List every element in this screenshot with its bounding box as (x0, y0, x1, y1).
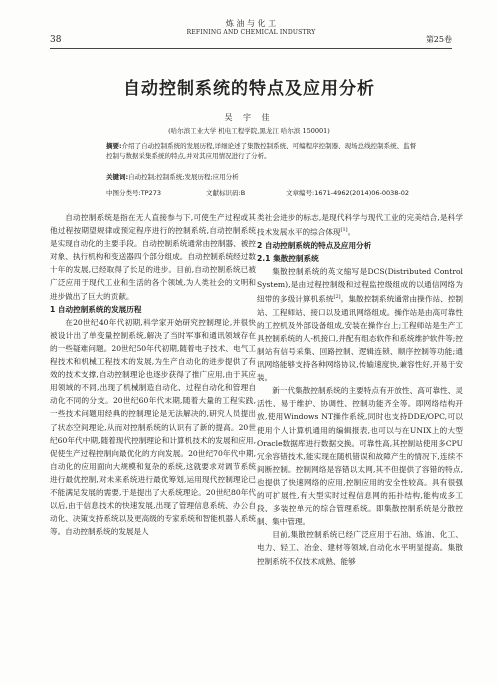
running-header (50, 18, 452, 49)
continued-text: 类社会进步的标志,是现代科学与现代工业的完美结合,是科学技术发展水平的综合体现 (257, 213, 463, 237)
dcs-text-a: 集散控制系统的英文缩写是DCS(Distributed Control System),是由过程控制级和过程监控级组成的以通信网络为纽带的多级计算机系统 (257, 266, 463, 304)
document-code: 文献标识码:B (206, 189, 246, 197)
right-column (257, 211, 463, 568)
dcs-definition-paragraph (257, 265, 463, 384)
keywords-text: 自动控制;控制系统;发展历程;应用分析 (128, 173, 239, 181)
citation-1: [1] (340, 227, 348, 234)
author-affiliation: (哈尔滨工业大学 机电工程学院,黑龙江 哈尔滨 150001) (168, 127, 330, 135)
clc-number: 中图分类号:TP273 (106, 189, 161, 197)
keywords-label: 关键词: (106, 173, 129, 181)
journal-name-en: REFINING AND CHEMICAL INDUSTRY (186, 29, 316, 36)
section-heading-2: 2 自动控制系统的特点及应用分析 (257, 240, 372, 250)
journal-name-cn: 炼 油 与 化 工 (225, 19, 277, 28)
abstract-text: 介绍了自动控制系统的发展历程,详细论述了集散控制系统、可编程序控制器、现场总线控制系统、监督控制与数据采集系统的特点,并对其应用情况进行了分析。 (106, 142, 417, 160)
article-title: 自动控制系统的特点及应用分析 (123, 79, 375, 99)
dcs-applications-paragraph: 目前,集散控制系统已经广泛应用于石油、炼油、化工、电力、轻工、冶金、建材等领域,自动化水平明显提高。集散控制系统不仅技术成熟、能够 (257, 530, 463, 566)
left-column (50, 211, 256, 538)
dcs-text-b: 。集散控制系统通常由操作站、控制站、工程师站、接口以及通讯网络组成。操作站是由高可靠性的工控机及外部设备组成,安装在操作台上;工程师站是生产工具控制系统的人-机接口,并配有组态软件和系统维护软件等;控制站有信号采集、回路控制、逻辑连锁、顺序控制等功能;通讯网络能够支持各种网络协议,传输速度快,兼容性好,开易于安装。 (257, 294, 464, 383)
dcs-features-paragraph: 新一代集散控制系统的主要特点有开放性、高可靠性、灵活性、易于维护、协调性、控制功能齐全等。即网络结构开放,使用Windows NT操作系统,同时也支持DDE/OPC,可以使用个人计算机通用的编辑报表,也可以与在UNIX上的大型Oracle数据库进行数据交换。可靠性高,其控制站使用多CPU冗余容错技术,能实现在随机错误和故障产生的情况下,连续不间断控制。控制网络是容错以太网,其不但提供了容错的特点,也提供了快速网络的应用,控制应用的安全性较高。具有很强的可扩展性,有大型实时过程信息网的拓扑结构,能构成多工段、多装控单元的综合管理系统。即集散控制系统是分散控制、集中管理。 (257, 386, 463, 527)
continued-paragraph: 类社会进步的标志,是现代科学与现代工业的完美结合,是科学技术发展水平的综合体现[1]。 (257, 213, 463, 237)
abstract (106, 141, 420, 161)
article-author: 吴 宇 佳 (224, 113, 274, 122)
subsection-heading-2-1: 2.1 集散控制系统 (257, 253, 319, 263)
volume-label: 第25卷 (425, 35, 452, 44)
keywords (106, 172, 420, 182)
citation-2: [2] (333, 294, 341, 301)
article-number: 文章编号:1671-4962(2014)06-0038-02 (286, 189, 410, 197)
intro-paragraph: 自动控制系统是指在无人直接参与下,可使生产过程或其他过程按期望规律或预定程序进行的控制系统,自动控制系统是实现自动化的主要手段。自动控制系统通常由控制器、被控对象、执行机构和变送器四个部分组成。自动控制系统经过数十年的发展,已经取得了长足的进步。目前,自动控制系统已被广泛应用于现代工业和生活的各个领域,为人类社会的文明和进步做出了巨大的贡献。 (50, 213, 256, 301)
section-heading-1: 1 自动控制系统的发展历程 (50, 304, 142, 314)
page-number: 38 (50, 35, 62, 45)
abstract-label: 摘要: (106, 142, 122, 150)
history-paragraph: 在20世纪40年代初期,科学家开始研究控制理论,并很快被设计出了单变量控制系统,解决了当时军事和通讯领域存在的一些疑难问题。20世纪50年代初期,随着电子技术、电气工程技术和机械工程技术的发展,为生产自动化的进步提供了有效的技术支撑,自动控制理论也逐步获得了推广应用,由于其应用领域的不同,出现了机械制造自动化、过程自动化和管理自动化不同的分支。20世纪60年代末期,随着大量的工程实践,一些技术问题用经典的控制理论是无法解决的,研究人员提出了状态空间理论,从而对控制系统的认识有了新的提高。20世纪60年代中期,随着现代控制理论和计算机技术的发展和应用,促使生产过程控制向最优化的方向发展。20世纪70年代中期,自动化的应用面向大规模和复杂的系统,这就要求对调节系统进行最优控制,对未来系统进行最优筹划,运用现代控制理论已不能满足发展的需要,于是提出了大系统理论。20世纪80年代以后,由于信息技术的快速发展,出现了管理信息系统、办公自动化、决策支持系统以及更高级的专家系统和智能机器人系统等。自动控制系统的发展是人 (50, 317, 256, 537)
